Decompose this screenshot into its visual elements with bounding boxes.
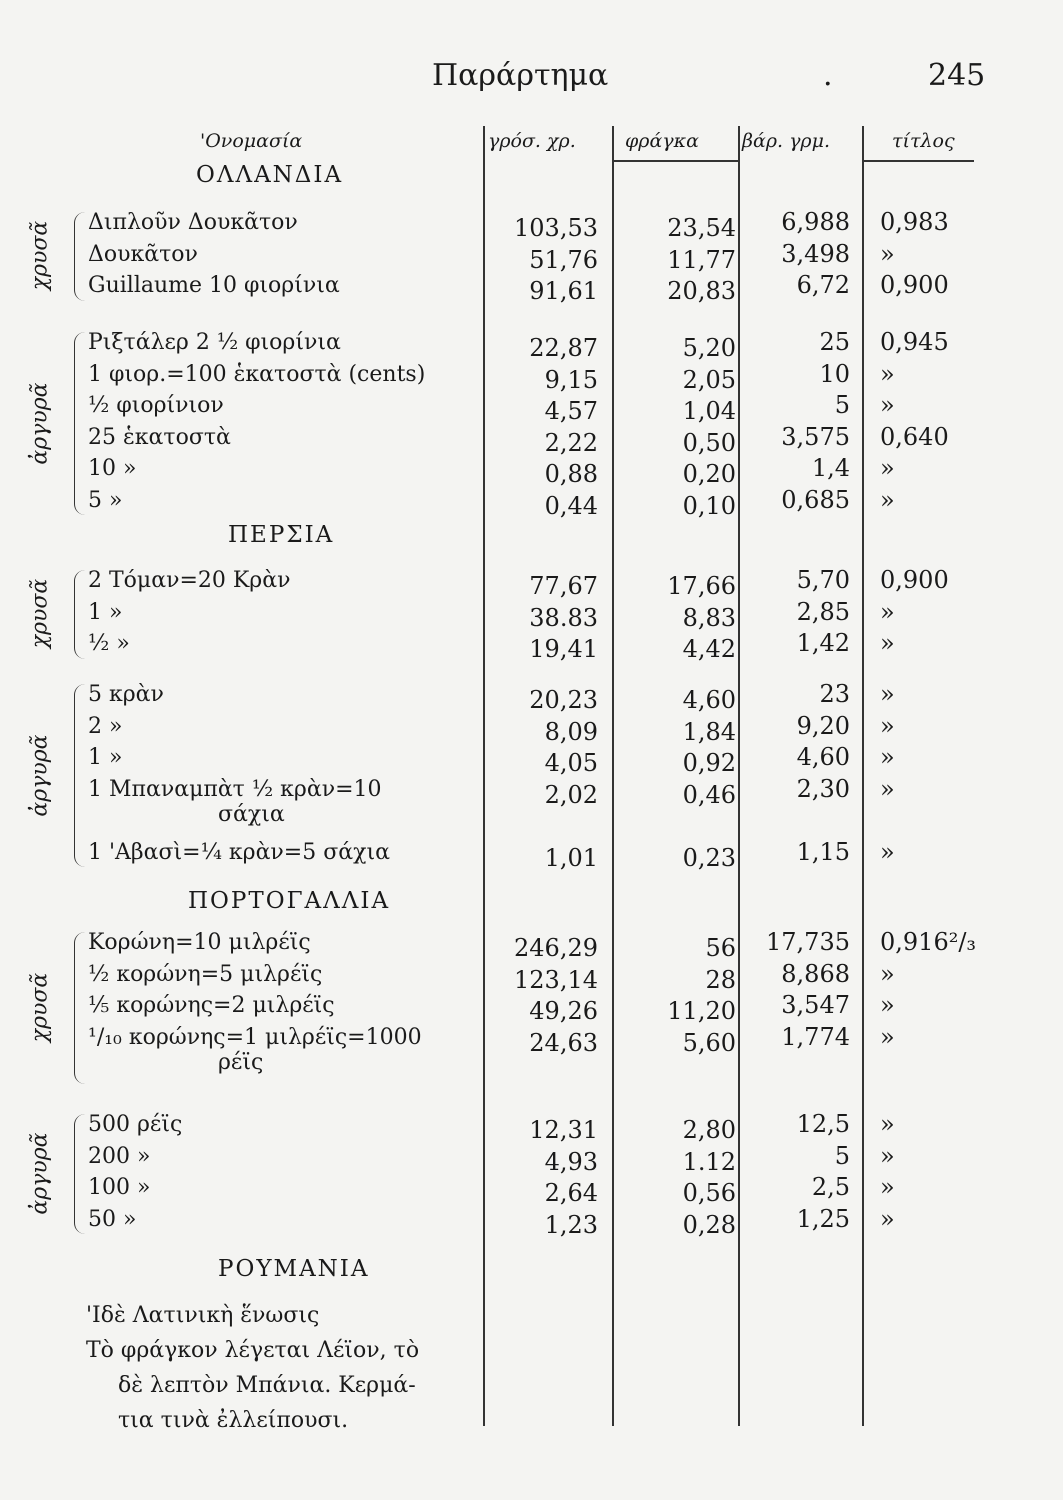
value-weight: 3,498 bbox=[781, 239, 850, 268]
group-brace bbox=[74, 684, 85, 867]
value-fineness: 0,945 bbox=[880, 328, 949, 356]
value-francs: 1,04 bbox=[682, 397, 736, 425]
coin-name: 100 » bbox=[88, 1175, 151, 1200]
group-brace bbox=[74, 212, 85, 301]
value-weight: 1,774 bbox=[781, 1022, 850, 1051]
value-groschen: 123,14 bbox=[514, 965, 598, 994]
value-fineness: » bbox=[880, 597, 895, 626]
value-groschen: 51,76 bbox=[529, 245, 598, 274]
value-fineness: 0,900 bbox=[880, 271, 949, 299]
coin-name: 10 » bbox=[88, 456, 137, 481]
coin-name: 1 'Αβασὶ=¼ κρὰν=5 σάχια bbox=[88, 839, 390, 865]
value-weight: 1,42 bbox=[796, 629, 850, 657]
coin-name: 2 Τόμαν=20 Κρὰν bbox=[88, 568, 291, 593]
column-header-name: 'Ονομασία bbox=[200, 130, 303, 152]
value-fineness: » bbox=[880, 680, 895, 708]
value-francs: 56 bbox=[705, 934, 736, 962]
value-francs: 11,77 bbox=[667, 245, 736, 274]
value-weight: 5 bbox=[834, 1141, 850, 1170]
value-groschen: 0,44 bbox=[544, 491, 598, 520]
note-line: 'Ιδὲ Λατινικὴ ἕνωσις bbox=[86, 1303, 320, 1328]
value-groschen: 19,41 bbox=[529, 635, 598, 663]
coin-name: Ριξτάλερ 2 ½ φιορίνια bbox=[88, 330, 341, 355]
value-fineness: 0,983 bbox=[880, 208, 949, 236]
value-fineness: » bbox=[880, 1204, 895, 1233]
value-fineness: » bbox=[880, 1110, 895, 1138]
country-heading: ΟΛΛΑΝΔΙΑ bbox=[196, 162, 344, 188]
column-header-groschen: γρόσ. χρ. bbox=[488, 130, 576, 152]
value-francs: 0,50 bbox=[682, 428, 736, 457]
value-fineness: » bbox=[880, 991, 895, 1019]
page-header-dot: . bbox=[823, 58, 833, 93]
value-francs: 1,84 bbox=[682, 717, 736, 746]
value-francs: 0,92 bbox=[682, 749, 736, 777]
value-francs: 2,80 bbox=[682, 1116, 736, 1144]
metal-label: χρυσᾶ bbox=[27, 972, 53, 1043]
value-fineness: 0,916²/₃ bbox=[880, 928, 977, 956]
value-fineness: » bbox=[880, 1022, 895, 1051]
value-weight: 9,20 bbox=[796, 711, 850, 740]
value-weight: 2,85 bbox=[796, 597, 850, 626]
group-brace bbox=[74, 332, 85, 515]
value-francs: 5,60 bbox=[682, 1028, 736, 1057]
value-groschen: 2,64 bbox=[544, 1179, 598, 1207]
header-rule bbox=[862, 160, 974, 162]
column-header-francs: φράγκα bbox=[625, 130, 699, 152]
value-groschen: 2,02 bbox=[544, 780, 598, 809]
value-weight: 23 bbox=[819, 680, 850, 708]
coin-name: 1 Μπαναμπὰτ ½ κρὰν=10 bbox=[88, 776, 382, 802]
value-groschen: 246,29 bbox=[514, 934, 598, 962]
value-groschen: 103,53 bbox=[514, 214, 598, 242]
coin-name: Guillaume 10 φιορίνια bbox=[88, 273, 340, 298]
value-fineness: » bbox=[880, 1173, 895, 1201]
value-fineness: » bbox=[880, 239, 895, 268]
metal-label: χρυσᾶ bbox=[27, 579, 53, 649]
value-weight: 2,30 bbox=[796, 774, 850, 803]
group-brace bbox=[74, 1114, 85, 1234]
value-fineness: » bbox=[880, 959, 895, 988]
value-weight: 6,72 bbox=[796, 271, 850, 299]
value-weight: 3,575 bbox=[781, 422, 850, 451]
value-francs: 5,20 bbox=[682, 334, 736, 362]
coin-name: ½ κορώνη=5 μιλρέϊς bbox=[88, 961, 323, 987]
value-fineness: » bbox=[880, 743, 895, 771]
value-fineness: » bbox=[880, 485, 895, 514]
coin-name: ½ φιορίνιον bbox=[88, 393, 224, 418]
note-line: τια τινὰ ἐλλείπουσι. bbox=[118, 1408, 349, 1433]
value-francs: 23,54 bbox=[667, 214, 736, 242]
metal-label: ἀργυρᾶ bbox=[27, 1132, 53, 1215]
value-weight: 5,70 bbox=[796, 566, 850, 594]
value-francs: 17,66 bbox=[667, 572, 736, 600]
column-header-weight: βάρ. γρμ. bbox=[742, 130, 830, 152]
value-groschen: 1,23 bbox=[544, 1210, 598, 1239]
value-francs: 4,60 bbox=[682, 686, 736, 714]
coin-name: 50 » bbox=[88, 1206, 137, 1232]
value-fineness: » bbox=[880, 1141, 895, 1170]
value-weight: 1,4 bbox=[811, 454, 850, 482]
coin-name: 500 ρέϊς bbox=[88, 1112, 183, 1137]
value-groschen: 4,05 bbox=[544, 749, 598, 777]
value-groschen: 77,67 bbox=[529, 572, 598, 600]
value-weight: 5 bbox=[834, 391, 850, 419]
coin-name: 1 » bbox=[88, 745, 123, 770]
value-groschen: 22,87 bbox=[529, 334, 598, 362]
metal-label: ἀργυρᾶ bbox=[27, 733, 53, 817]
value-francs: 4,42 bbox=[682, 635, 736, 663]
metal-label: χρυσᾶ bbox=[27, 221, 53, 291]
value-weight: 17,735 bbox=[766, 928, 850, 956]
note-line: Τὸ φράγκον λέγεται Λέϊον, τὸ bbox=[86, 1338, 420, 1363]
value-groschen: 8,09 bbox=[544, 717, 598, 746]
value-fineness: » bbox=[880, 391, 895, 419]
value-weight: 2,5 bbox=[811, 1173, 850, 1201]
group-brace bbox=[74, 932, 85, 1084]
value-francs: 1.12 bbox=[682, 1147, 736, 1176]
coin-name-continued: σάχια bbox=[218, 802, 285, 827]
group-brace bbox=[74, 570, 85, 659]
value-fineness: » bbox=[880, 774, 895, 803]
coin-name: 1 » bbox=[88, 599, 123, 625]
coin-name: ¹/₁₀ κορώνης=1 μιλρέϊς=1000 bbox=[88, 1024, 422, 1050]
value-francs: 20,83 bbox=[667, 277, 736, 305]
header-rule bbox=[612, 160, 738, 162]
value-francs: 0,23 bbox=[682, 843, 736, 872]
value-weight: 1,25 bbox=[796, 1204, 850, 1233]
value-groschen: 9,15 bbox=[544, 365, 598, 394]
coin-name: 2 » bbox=[88, 713, 123, 739]
value-francs: 0,20 bbox=[682, 460, 736, 488]
value-fineness: » bbox=[880, 711, 895, 740]
value-weight: 1,15 bbox=[796, 837, 850, 866]
coin-name: 5 κρὰν bbox=[88, 682, 164, 707]
value-fineness: 0,900 bbox=[880, 566, 949, 594]
value-groschen: 38.83 bbox=[529, 603, 598, 632]
value-groschen: 2,22 bbox=[544, 428, 598, 457]
value-weight: 4,60 bbox=[796, 743, 850, 771]
value-francs: 2,05 bbox=[682, 365, 736, 394]
coin-name: ½ » bbox=[88, 631, 130, 656]
value-groschen: 49,26 bbox=[529, 997, 598, 1025]
country-heading: ΡΟΥΜΑΝΙΑ bbox=[218, 1256, 370, 1282]
country-heading: ΠΟΡΤΟΓΑΛΛΙΑ bbox=[188, 888, 391, 914]
value-groschen: 12,31 bbox=[529, 1116, 598, 1144]
coin-name: 1 φιορ.=100 ἑκατοστὰ (cents) bbox=[88, 361, 426, 387]
coin-name-continued: ρέϊς bbox=[218, 1050, 264, 1075]
coin-name: 25 ἑκατοστὰ bbox=[88, 424, 231, 450]
value-francs: 28 bbox=[705, 965, 736, 994]
metal-label: ἀργυρᾶ bbox=[27, 381, 53, 465]
value-fineness: » bbox=[880, 359, 895, 388]
value-weight: 10 bbox=[819, 359, 850, 388]
value-fineness: » bbox=[880, 837, 895, 866]
country-heading: ΠΕΡΣΙΑ bbox=[228, 522, 335, 548]
column-header-fineness: τίτλος bbox=[892, 130, 955, 152]
coin-name: 5 » bbox=[88, 487, 123, 513]
value-groschen: 24,63 bbox=[529, 1028, 598, 1057]
column-rule bbox=[862, 126, 864, 1426]
coin-name: 200 » bbox=[88, 1143, 151, 1169]
value-groschen: 1,01 bbox=[544, 843, 598, 872]
value-weight: 25 bbox=[819, 328, 850, 356]
value-weight: 6,988 bbox=[781, 208, 850, 236]
value-weight: 0,685 bbox=[781, 485, 850, 514]
value-fineness: 0,640 bbox=[880, 422, 949, 451]
coin-name: Διπλοῦν Δουκᾶτον bbox=[88, 210, 298, 235]
coin-name: Δουκᾶτον bbox=[88, 241, 198, 267]
value-francs: 0,10 bbox=[682, 491, 736, 520]
value-groschen: 4,57 bbox=[544, 397, 598, 425]
note-line: δὲ λεπτὸν Μπάνια. Κερμά- bbox=[118, 1373, 416, 1398]
value-francs: 0,46 bbox=[682, 780, 736, 809]
value-francs: 0,28 bbox=[682, 1210, 736, 1239]
value-groschen: 4,93 bbox=[544, 1147, 598, 1176]
value-francs: 8,83 bbox=[682, 603, 736, 632]
value-weight: 8,868 bbox=[781, 959, 850, 988]
value-weight: 3,547 bbox=[781, 991, 850, 1019]
coin-name: ⅕ κορώνης=2 μιλρέϊς bbox=[88, 993, 335, 1018]
value-groschen: 0,88 bbox=[544, 460, 598, 488]
value-francs: 11,20 bbox=[667, 997, 736, 1025]
value-francs: 0,56 bbox=[682, 1179, 736, 1207]
value-fineness: » bbox=[880, 629, 895, 657]
value-fineness: » bbox=[880, 454, 895, 482]
page-header-title: Παράρτημα bbox=[432, 58, 609, 93]
coin-name: Κορώνη=10 μιλρέϊς bbox=[88, 930, 311, 955]
value-groschen: 20,23 bbox=[529, 686, 598, 714]
value-weight: 12,5 bbox=[796, 1110, 850, 1138]
page-number: 245 bbox=[928, 58, 986, 93]
value-groschen: 91,61 bbox=[529, 277, 598, 305]
